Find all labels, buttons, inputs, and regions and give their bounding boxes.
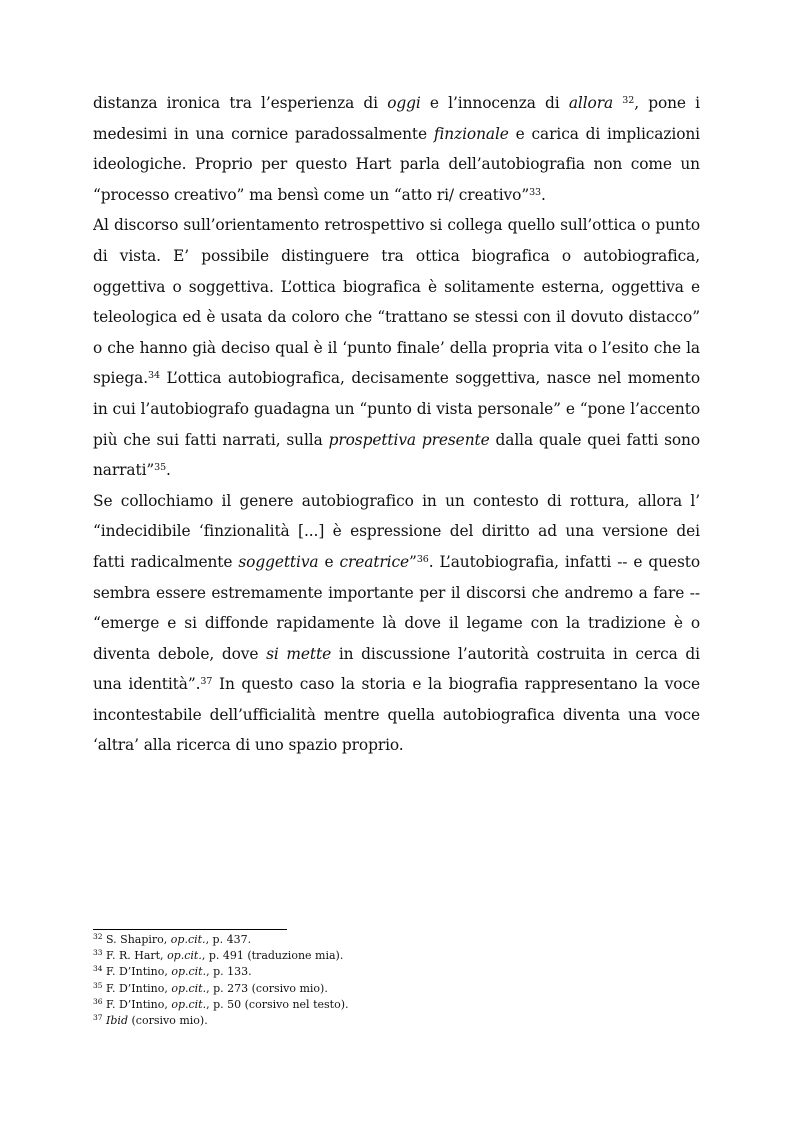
footnotes bbox=[93, 929, 700, 1029]
text-run: e bbox=[318, 552, 340, 571]
footnote-number: 37 bbox=[93, 1013, 103, 1023]
footnote-ref: 32 bbox=[622, 95, 635, 106]
footnote-number: 32 bbox=[93, 932, 103, 941]
italic-run: finzionale bbox=[433, 124, 509, 143]
footnote-ref: 33 bbox=[529, 186, 541, 198]
footnote-34 bbox=[93, 964, 700, 980]
text-run: F. D’Intino, bbox=[102, 965, 172, 979]
text-run bbox=[613, 94, 622, 112]
text-run: In questo caso la storia e la biografia rappresentano la voce incontestabile dell’ufficialità mentre quella autobiografica diventa una voce ‘altra’ alla ricerca di uno spazio proprio. bbox=[93, 675, 700, 755]
italic-run: si mette bbox=[266, 644, 332, 663]
text-run: in discussione l’autorità costruita in cerca di una identità”. bbox=[93, 644, 700, 694]
footnote-number: 33 bbox=[93, 948, 103, 958]
footnote-ref: 35 bbox=[154, 462, 167, 474]
text-run: (corsivo mio). bbox=[128, 1014, 208, 1028]
text-run: . L’autobiografia, infatti -- e questo sembra essere estremamente importante per il discorsi che andremo a fare -- “emerge e si diffonde rapidamente là dove il legame con la tradizione è o diventa debole, dove bbox=[93, 552, 700, 663]
footnote-32 bbox=[93, 932, 700, 948]
footnote-36 bbox=[93, 997, 700, 1013]
text-run: , p. 273 (corsivo mio). bbox=[206, 981, 328, 995]
footnote-number: 34 bbox=[93, 964, 103, 974]
italic-run: oggi bbox=[387, 94, 421, 112]
text-run: Se collochiamo il genere autobiografico in un contesto di rottura, allora l’ “indecidibile ‘finzionalità [...] è espressione del diritto ad una versione dei fatti radicalmente bbox=[93, 491, 700, 571]
text-run: Al discorso sull’orientamento retrospettivo si collega quello sull’ottica o punto di vista. E’ possibile distinguere tra ottica biografica o autobiografica, oggettiva o soggettiva. L’ottica biografica è solitamente esterna, oggettiva e teleologica ed è usata da coloro che “trattano se stessi con il dovuto distacco” o che hanno già deciso qual è il ‘punto finale’ della propria vita o l’esito che la spiega. bbox=[93, 216, 700, 388]
footnote-35 bbox=[93, 981, 700, 997]
italic-run: allora bbox=[568, 94, 614, 112]
text-run: e carica di implicazioni ideologiche. Proprio per questo Hart parla dell’autobiografia non come un “processo creativo” ma bensì come un “atto ri/ creativo” bbox=[93, 124, 700, 204]
footnote-number: 36 bbox=[93, 996, 103, 1006]
italic-run: creatrice bbox=[339, 552, 410, 571]
footnote-number: 35 bbox=[93, 980, 103, 990]
text-run: dalla quale quei fatti sono narrati” bbox=[93, 430, 701, 480]
footnote-37 bbox=[93, 1013, 700, 1029]
text-run: . bbox=[166, 461, 171, 480]
text-run: F. D’Intino, bbox=[102, 981, 172, 995]
italic-run: Ibid bbox=[106, 1014, 128, 1028]
italic-run: op.cit. bbox=[171, 981, 207, 995]
footnote-ref: 36 bbox=[416, 553, 429, 565]
text-run: S. Shapiro, bbox=[102, 933, 171, 946]
footnote-separator bbox=[93, 929, 287, 930]
text-run: ” bbox=[409, 552, 417, 571]
paragraph-2 bbox=[93, 210, 700, 485]
italic-run: op.cit. bbox=[167, 949, 202, 963]
text-run: e l’innocenza di bbox=[420, 94, 569, 112]
footnote-ref: 34 bbox=[148, 370, 160, 382]
text-run: F. R. Hart, bbox=[102, 949, 168, 963]
text-run: , p. 437. bbox=[205, 933, 252, 946]
text-run: , pone i medesimi in una cornice paradossalmente bbox=[93, 94, 700, 143]
text-run: . bbox=[540, 185, 546, 204]
italic-run: op.cit. bbox=[171, 997, 207, 1011]
footnote-ref: 37 bbox=[200, 676, 213, 688]
paragraph-1 bbox=[93, 88, 700, 210]
italic-run: prospettiva presente bbox=[328, 430, 490, 449]
italic-run: op.cit. bbox=[171, 965, 207, 979]
body-text bbox=[93, 88, 700, 761]
text-run: , p. 491 (traduzione mia). bbox=[201, 949, 344, 963]
italic-run: op.cit. bbox=[170, 933, 206, 946]
paragraph-3 bbox=[93, 486, 700, 761]
text-run: distanza ironica tra l’esperienza di bbox=[93, 94, 388, 112]
text-run: L’ottica autobiografica, decisamente soggettiva, nasce nel momento in cui l’autobiografo guadagna un “punto di vista personale” e “pone l’accento più che sui fatti narrati, sulla bbox=[93, 369, 700, 449]
italic-run: soggettiva bbox=[238, 552, 319, 571]
text-run: F. D’Intino, bbox=[102, 997, 172, 1011]
footnote-33 bbox=[93, 948, 700, 964]
text-run: , p. 50 (corsivo nel testo). bbox=[206, 997, 349, 1011]
text-run: , p. 133. bbox=[206, 965, 252, 979]
